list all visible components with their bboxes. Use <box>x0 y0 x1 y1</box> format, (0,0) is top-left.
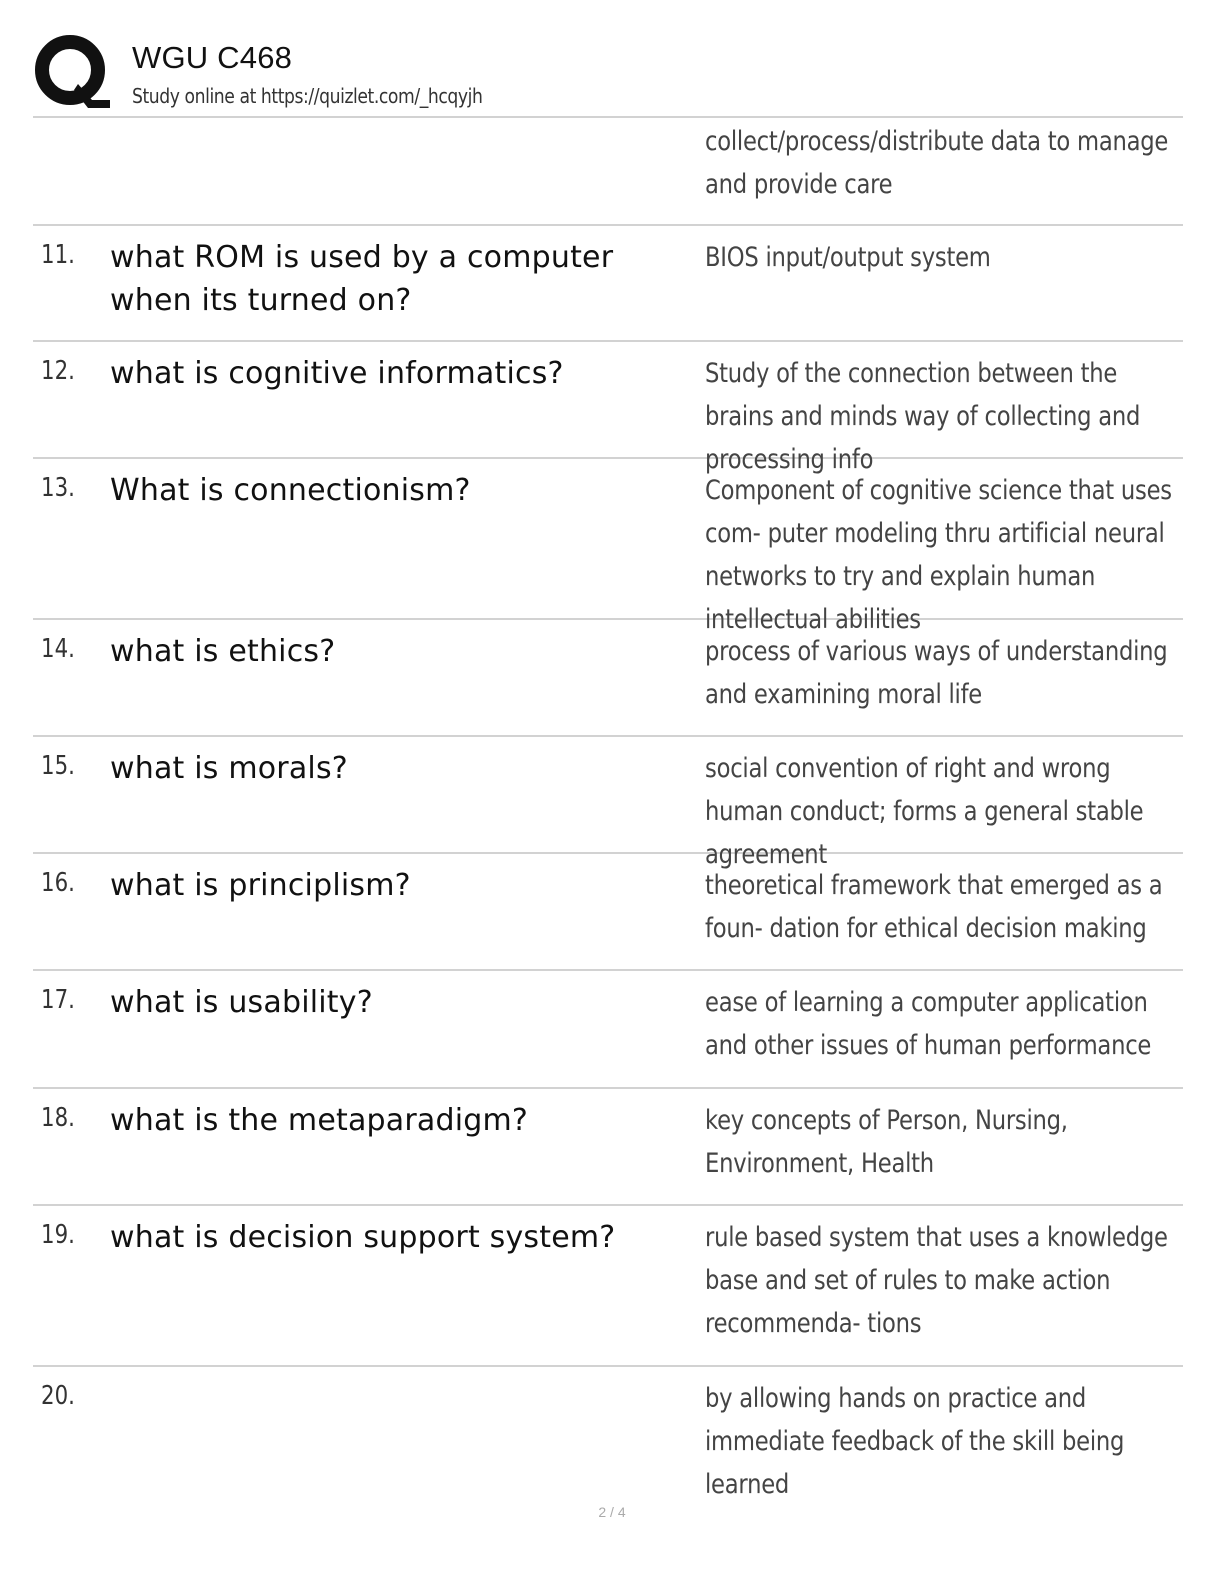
card-row <box>33 737 1183 870</box>
card-number: 14. <box>41 634 75 664</box>
page-number: 2 / 4 <box>598 1504 626 1520</box>
card-term: what is morals? <box>110 751 348 786</box>
card-term: what ROM is used by a computer when its turned on? <box>110 240 614 318</box>
card-definition: ease of learning a computer application and other issues of human performance <box>705 987 1152 1061</box>
card-definition: key concepts of Person, Nursing, Environment, Health <box>705 1105 1068 1179</box>
card-term: what is usability? <box>110 985 373 1020</box>
card-row <box>33 620 1183 737</box>
card-definition: collect/process/distribute data to manage and provide care <box>705 126 1169 200</box>
card-row <box>33 854 1183 971</box>
card-definition: social convention of right and wrong human conduct; forms a general stable agreement <box>705 753 1144 870</box>
card-row <box>33 459 1183 635</box>
card-number: 19. <box>41 1220 75 1250</box>
page-header <box>34 34 1182 116</box>
card-term: what is ethics? <box>110 634 336 669</box>
card-row <box>33 971 1183 1089</box>
card-term: what is the metaparadigm? <box>110 1103 529 1138</box>
card-definition: Component of cognitive science that uses com- puter modeling thru artificial neural networks to try and explain human intellectual abilities <box>705 475 1172 635</box>
card-definition: by allowing hands on practice and immediate feedback of the skill being learned <box>705 1383 1125 1500</box>
card-number: 16. <box>41 868 75 898</box>
card-definition: theoretical framework that emerged as a foun- dation for ethical decision making <box>705 870 1163 944</box>
card-number: 13. <box>41 473 75 503</box>
card-definition: Study of the connection between the brains and minds way of collecting and processing info <box>705 358 1141 475</box>
set-title: WGU C468 <box>132 40 293 75</box>
card-term: what is cognitive informatics? <box>110 356 564 391</box>
card-term: What is connectionism? <box>110 473 471 508</box>
card-definition: process of various ways of understanding and examining moral life <box>705 636 1168 710</box>
card-row <box>33 118 1183 226</box>
card-row <box>33 226 1183 342</box>
card-term: what is decision support system? <box>110 1220 616 1255</box>
quizlet-logo-icon <box>34 34 110 110</box>
card-number: 11. <box>41 240 75 270</box>
card-number: 12. <box>41 356 75 386</box>
card-definition: BIOS input/output system <box>705 242 991 273</box>
card-number: 15. <box>41 751 75 781</box>
card-definition: rule based system that uses a knowledge base and set of rules to make action recommenda- tions <box>705 1222 1168 1339</box>
study-online-link[interactable]: Study online at https://quizlet.com/_hcqyjh <box>132 84 483 108</box>
card-row <box>33 1089 1183 1206</box>
card-number: 17. <box>41 985 75 1015</box>
card-term: what is principlism? <box>110 868 411 903</box>
card-row <box>33 1367 1183 1500</box>
card-row <box>33 1206 1183 1367</box>
card-number: 20. <box>41 1381 75 1411</box>
card-row <box>33 342 1183 475</box>
card-number: 18. <box>41 1103 75 1133</box>
